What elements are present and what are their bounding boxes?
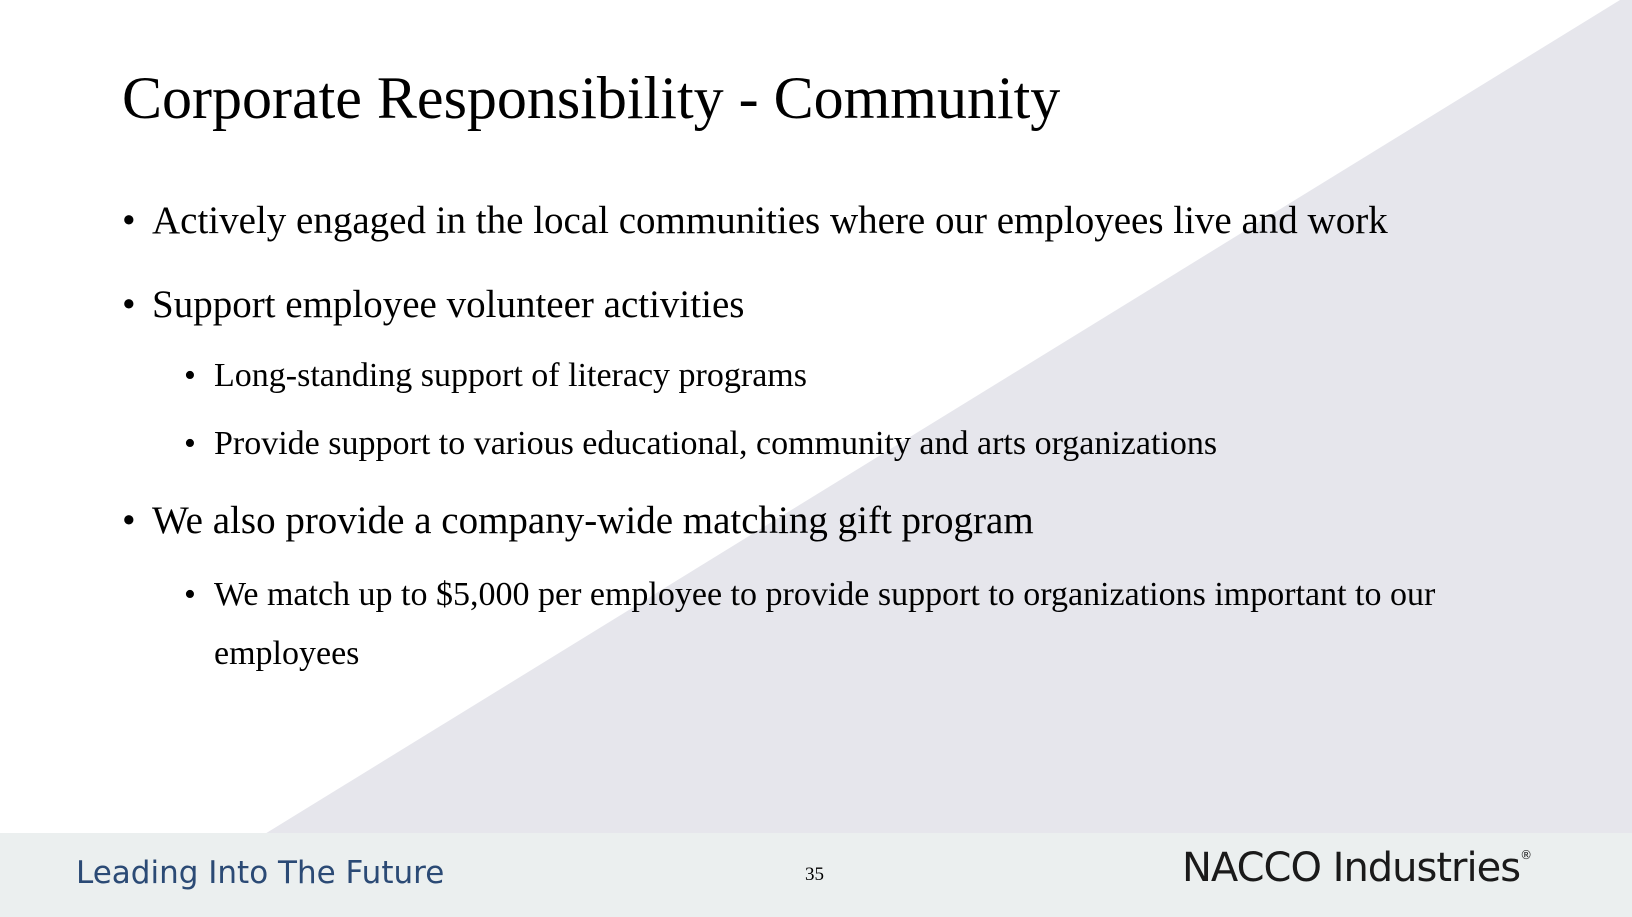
bullet-dot: • xyxy=(122,283,136,326)
company-logo xyxy=(1182,845,1531,891)
bullet-text: Support employee volunteer activities xyxy=(152,283,745,326)
footer-tagline: Leading Into The Future xyxy=(76,855,445,891)
bullet-dot: • xyxy=(122,199,136,242)
bullet-text: Actively engaged in the local communities where our employees live and work xyxy=(152,199,1388,242)
registered-mark: ® xyxy=(1520,848,1532,862)
bullet-text: Provide support to various educational, community and arts organizations xyxy=(214,425,1218,462)
bullet-dot: • xyxy=(184,357,196,394)
bullet-dot: • xyxy=(122,499,136,542)
slide-title: Corporate Responsibility - Community xyxy=(122,65,1061,131)
bullet-dot: • xyxy=(184,425,196,462)
bullet-text: We match up to $5,000 per employee to provide support to organizations important to our xyxy=(214,576,1436,613)
bullet-dot: • xyxy=(184,576,196,613)
logo-text: NACCO Industries xyxy=(1182,845,1521,891)
bullet-text: We also provide a company-wide matching gift program xyxy=(152,499,1034,542)
bullet-text: employees xyxy=(214,635,360,672)
page-number: 35 xyxy=(805,864,824,885)
bullet-text: Long-standing support of literacy programs xyxy=(214,357,807,394)
footer-band xyxy=(0,833,1632,917)
